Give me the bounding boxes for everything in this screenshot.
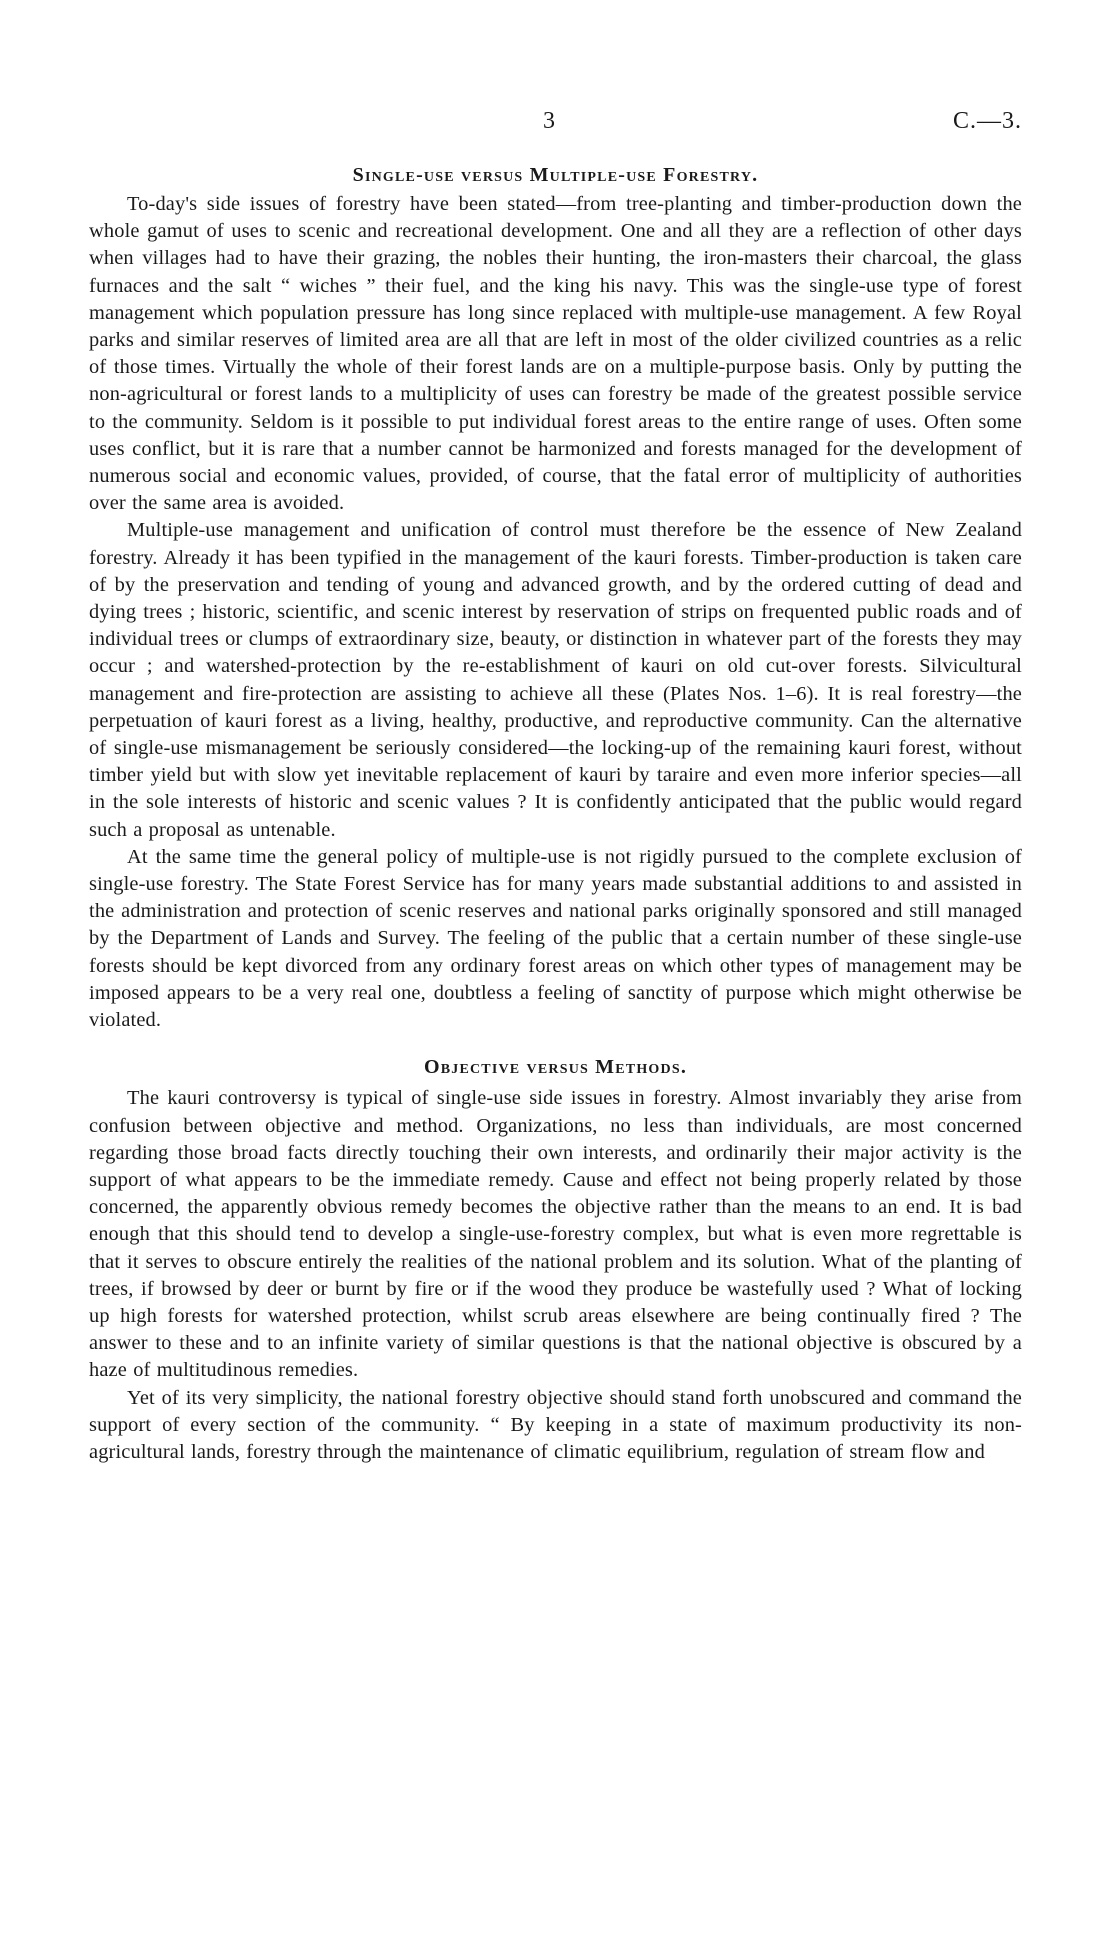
section-single-use-vs-multiple-use — [89, 164, 1022, 1034]
page-number: 3 — [543, 108, 555, 134]
paragraph: Multiple-use management and unification of control must therefore be the essence of New Zealand forestry. Already it has been typified in the management of the kauri forests. Timber-production is taken care of by the preservation and tending of young and advanced growth, and by the ordered cutting of dead and dying trees ; historic, scientific, and scenic interest by reservation of strips on frequented public roads and of individual trees or clumps of extraordinary size, beauty, or distinction in whatever part of the forests they may occur ; and watershed-protection by the re-establishment of kauri on old cut-over forests. Silvicultural management and fire-protection are assisting to achieve all these (Plates Nos. 1–6). It is real forestry—the perpetuation of kauri forest as a living, healthy, productive, and reproductive community. Can the alternative of single-use mismanagement be seriously considered—the locking-up of the remaining kauri forest, without timber yield but with slow yet inevitable replacement of kauri by taraire and even more inferior species—all in the sole interests of historic and scenic values ? It is confidently anticipated that the public would regard such a proposal as untenable. — [89, 519, 1022, 841]
paragraph: The kauri controversy is typical of single-use side issues in forestry. Almost invariably they arise from confusion between objective and method. Organizations, no less than individuals, are most concerned regarding those broad facts directly touching their own interests, and ordinarily their major activity is the support of what appears to be the immediate remedy. Cause and effect not being properly related by those concerned, the apparently obvious remedy becomes the objective rather than the means to an end. It is bad enough that this should tend to develop a single-use-forestry complex, but what is even more regrettable is that it serves to obscure entirely the realities of the national problem and its solution. What of the planting of trees, if browsed by deer or burnt by fire or if the wood they produce be wastefully used ? What of locking up high forests for watershed protection, whilst scrub areas elsewhere are being continually fired ? The answer to these and to an infinite variety of similar questions is that the national objective is obscured by a haze of multitudinous remedies. — [89, 1087, 1022, 1382]
document-reference: C.—3. — [952, 108, 1022, 134]
running-header — [89, 108, 1022, 138]
paragraph: To-day's side issues of forestry have been stated—from tree-planting and timber-production down the whole gamut of uses to scenic and recreational development. One and all they are a reflection of other days when villages had to have their grazing, the nobles their hunting, the iron-masters their charcoal, the glass furnaces and the salt “ wiches ” their fuel, and the king his navy. This was the single-use type of forest management which population pressure has long since replaced with multiple-use management. A few Royal parks and similar reserves of limited area are all that are left in most of the older civilized countries as a relic of those times. Virtually the whole of their forest lands are on a multiple-purpose basis. Only by putting the non-agricultural or forest lands to a multiplicity of uses can forestry be made of the greatest possible service to the community. Seldom is it possible to put individual forest areas to the entire range of uses. Often some uses conflict, but it is rare that a number cannot be harmonized and forests managed for the development of numerous social and economic values, provided, of course, that the fatal error of multiplicity of authorities over the same area is avoided. — [89, 193, 1022, 515]
section-heading: Objective versus Methods. — [423, 1056, 688, 1079]
paragraph: Yet of its very simplicity, the national forestry objective should stand forth unobscured and command the support of every section of the community. “ By keeping in a state of maximum productivity its non-agricultural lands, forestry through the maintenance of climatic equilibrium, regulation of stream flow and — [89, 1386, 1022, 1463]
section-objective-vs-methods — [89, 1056, 1022, 1466]
document-page — [89, 108, 1022, 1466]
paragraph: At the same time the general policy of multiple-use is not rigidly pursued to the complete exclusion of single-use forestry. The State Forest Service has for many years made substantial additions to and assisted in the administration and protection of scenic reserves and national parks originally sponsored and still managed by the Department of Lands and Survey. The feeling of the public that a certain number of these single-use forests should be kept divorced from any ordinary forest areas on which other types of management may be imposed appears to be a very real one, doubtless a feeling of sanctity of purpose which might otherwise be violated. — [89, 845, 1022, 1032]
section-heading: Single-use versus Multiple-use Forestry. — [352, 164, 759, 186]
